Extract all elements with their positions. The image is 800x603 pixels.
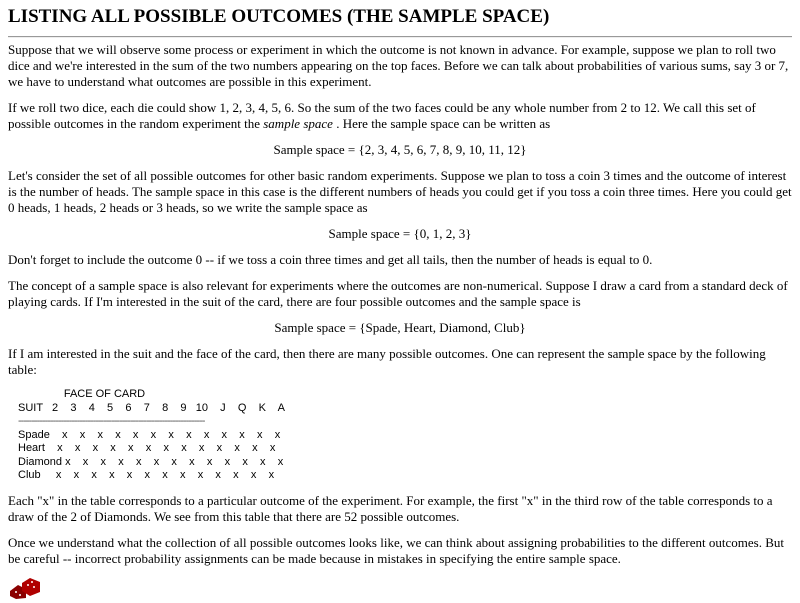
intro-paragraph: Suppose that we will observe some process or experiment in which the outcome is not known in advance. For example, suppose we plan to roll two dice and we're interested in the sum of the two numbers appearing on the top faces. Before we can talk about probabilities of various sums, say 3 or 7, we have to understand what outcomes are possible in this experiment. xyxy=(8,42,789,89)
dice-paragraph xyxy=(8,100,792,132)
outcomes-paragraph: Each "x" in the table corresponds to a particular outcome of the experiment. For example, the first "x" in the third row of the table corresponds to a draw of the 2 of Diamonds. We see from this table that there are 52 possible outcomes. xyxy=(8,492,773,524)
table-row: Heart x x x x x x x x x x x x x xyxy=(18,442,276,454)
coin-paragraph: Let's consider the set of all possible outcomes for other basic random experiments. Suppose we plan to toss a coin 3 times and the outcome of interest is the number of heads. The sample space in this case is the different numbers of heads you could get if you toss a coin three times. Here you could get 0 heads, 1 heads, 2 heads or 3 heads, so we write the sample space as xyxy=(8,168,792,215)
term-sample-space: sample space xyxy=(263,116,333,131)
closing-paragraph: Once we understand what the collection of all possible outcomes looks like, we can think about assigning probabilities to the different outcomes. But be careful -- incorrect probability assignments can be made because in mistakes in specifying the entire sample space. xyxy=(8,534,784,566)
page-title: LISTING ALL POSSIBLE OUTCOMES (THE SAMPLE SPACE) xyxy=(8,6,550,27)
text: If we roll two dice, each die could show 1, 2, 3, 4, 5, 6. So the sum of the two faces could be any whole number from 2 to 12. We call this set of possible outcomes in the random experiment the xyxy=(8,100,756,131)
equation-dice: Sample space = {2, 3, 4, 5, 6, 7, 8, 9, 10, 11, 12} xyxy=(273,142,527,157)
table-caption: FACE OF CARD xyxy=(18,388,146,400)
table-rule: ---------------------------------------------------------------------- xyxy=(18,415,205,427)
text: . Here the sample space can be written as xyxy=(332,116,551,131)
divider xyxy=(8,36,792,38)
table-row: Diamond x x x x x x x x x x x x x xyxy=(18,455,284,468)
table-header: SUIT 2 3 4 5 6 7 8 9 10 J Q K A xyxy=(18,401,285,414)
table-row: Club x x x x x x x x x x x x x xyxy=(18,469,275,481)
cards-paragraph: The concept of a sample space is also relevant for experiments where the outcomes are non-numerical. Suppose I draw a card from a standard deck of playing cards. If I'm interested in the suit of the card, there are four possible outcomes and the sample space is xyxy=(8,278,788,309)
card-outcome-table xyxy=(18,388,792,483)
zero-paragraph: Don't forget to include the outcome 0 -- if we toss a coin three times and get all tails, then the number of heads is equal to 0. xyxy=(8,252,653,267)
equation-suits: Sample space = {Spade, Heart, Diamond, Club} xyxy=(274,320,526,335)
table-intro-paragraph: If I am interested in the suit and the face of the card, then there are many possible outcomes. One can represent the sample space by the following table: xyxy=(8,346,766,377)
equation-coin: Sample space = {0, 1, 2, 3} xyxy=(328,226,472,241)
dice-icon[interactable] xyxy=(8,577,48,597)
table-row: Spade x x x x x x x x x x x x x xyxy=(18,428,281,441)
